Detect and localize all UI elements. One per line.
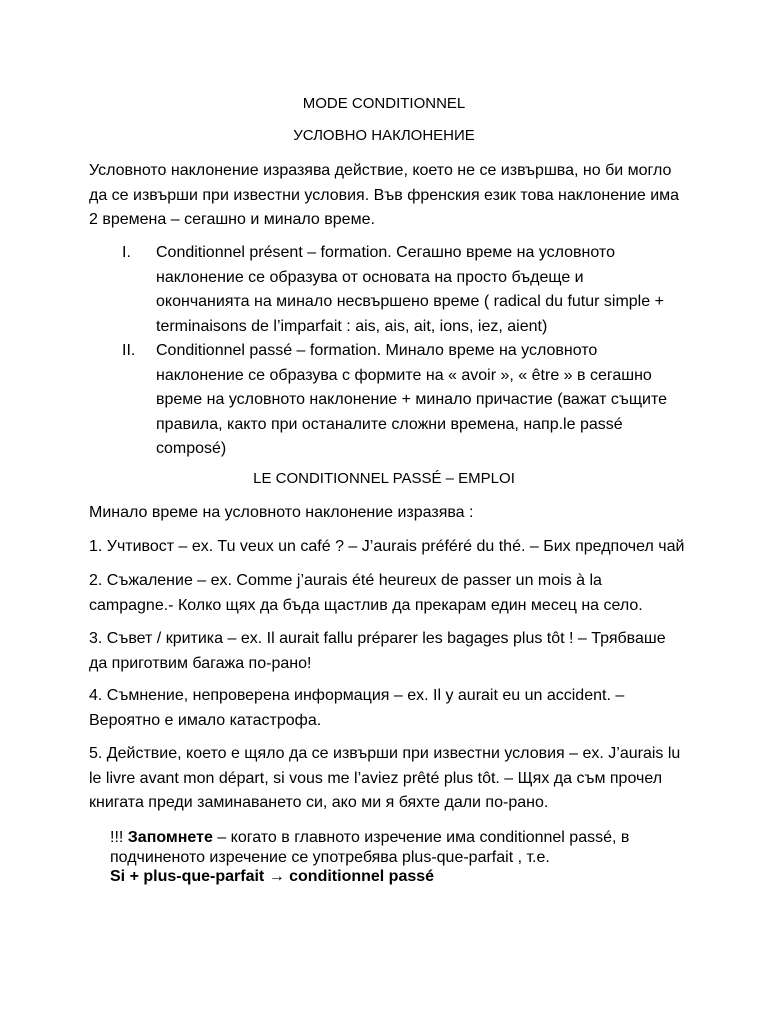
reminder-bold-word: Запомнете — [127, 829, 213, 846]
use-item-2 — [89, 569, 689, 618]
reminder-line-rest: – когато в главното изречение има conditionnel passé, в — [212, 829, 630, 846]
use-item-4 — [89, 684, 689, 733]
intro-line: 2 времена – сегашно и минало време. — [89, 211, 375, 228]
reminder-note — [110, 828, 710, 887]
reminder-line: подчиненото изречение се употребява plus-que-parfait , т.е. — [110, 848, 550, 866]
use-item-line: 4. Съмнение, непроверена информация – ex. Il y aurait eu un accident. – — [89, 687, 625, 704]
reminder-line — [110, 828, 710, 848]
title-bulgarian: УСЛОВНО НАКЛОНЕНИЕ — [293, 127, 475, 144]
list-item-2 — [156, 339, 696, 462]
use-item-line: 2. Съжаление – ex. Comme j’aurais été heureux de passer un mois à la — [89, 572, 602, 589]
list-item-line: време на условното наклонение + минало причастие (важат същите — [156, 391, 667, 408]
use-item-line: да приготвим багажа по-рано! — [89, 654, 312, 672]
intro-line: Условното наклонение изразява действие, което не се извършва, но би могло — [89, 162, 672, 179]
list-item-line: окончанията на минало несвършено време ( radical du futur simple + — [156, 293, 664, 310]
title-french: MODE CONDITIONNEL — [302, 95, 466, 112]
use-item-line: le livre avant mon départ, si vous me l’aviez prêté plus tôt. – Щях да съм прочел — [89, 769, 663, 787]
intro-paragraph — [89, 159, 689, 233]
list-item-line: Conditionnel passé – formation. Минало време на условното — [156, 342, 598, 359]
section-title: LE CONDITIONNEL PASSÉ – EMPLOI — [253, 470, 515, 487]
list-item-line: terminaisons de l’imparfait : ais, ais, ait, ions, iez, aient) — [156, 317, 548, 335]
uses-intro: Минало време на условното наклонение изразява : — [89, 504, 474, 521]
use-item-line: Вероятно е имало катастрофа. — [89, 711, 322, 729]
use-item-line: 1. Учтивост – ex. Tu veux un café ? – J’aurais préféré du thé. – Бих предпочел чай — [89, 538, 685, 555]
use-item-line: книгата преди заминаването си, ако ми я бяхте дали по-рано. — [89, 794, 549, 811]
use-item-line: 5. Действие, което е щяло да се извърши при известни условия – ex. J’aurais lu — [89, 745, 681, 762]
list-numeral-1: I. — [122, 244, 131, 261]
list-item-line: правила, както при останалите сложни времена, напр.le passé — [156, 415, 623, 433]
list-item-line: наклонение се образува от основата на просто бъдеще и — [156, 268, 584, 286]
list-item-line: наклонение се образува с формите на « avoir », « être » в сегашно — [156, 366, 652, 384]
reminder-rule: Si + plus-que-parfait → conditionnel passé — [110, 868, 435, 885]
reminder-prefix: !!! — [110, 829, 128, 846]
use-item-line: campagne.- Колко щях да бъда щастлив да прекарам един месец на село. — [89, 596, 643, 614]
intro-line: да се извърши при известни условия. Във френския език това наклонение има — [89, 186, 680, 204]
use-item-line: 3. Съвет / критика – ex. Il aurait fallu préparer les bagages plus tôt ! – Трябваше — [89, 630, 666, 647]
list-item-1 — [156, 241, 696, 339]
list-item-line: composé) — [156, 440, 227, 457]
list-numeral-2: II. — [122, 342, 136, 359]
reminder-rule-line — [110, 867, 710, 887]
use-item-3 — [89, 627, 689, 676]
list-item-line: Conditionnel présent – formation. Сегашно време на условното — [156, 244, 615, 261]
use-item-5 — [89, 742, 689, 816]
use-item-1 — [89, 535, 689, 560]
